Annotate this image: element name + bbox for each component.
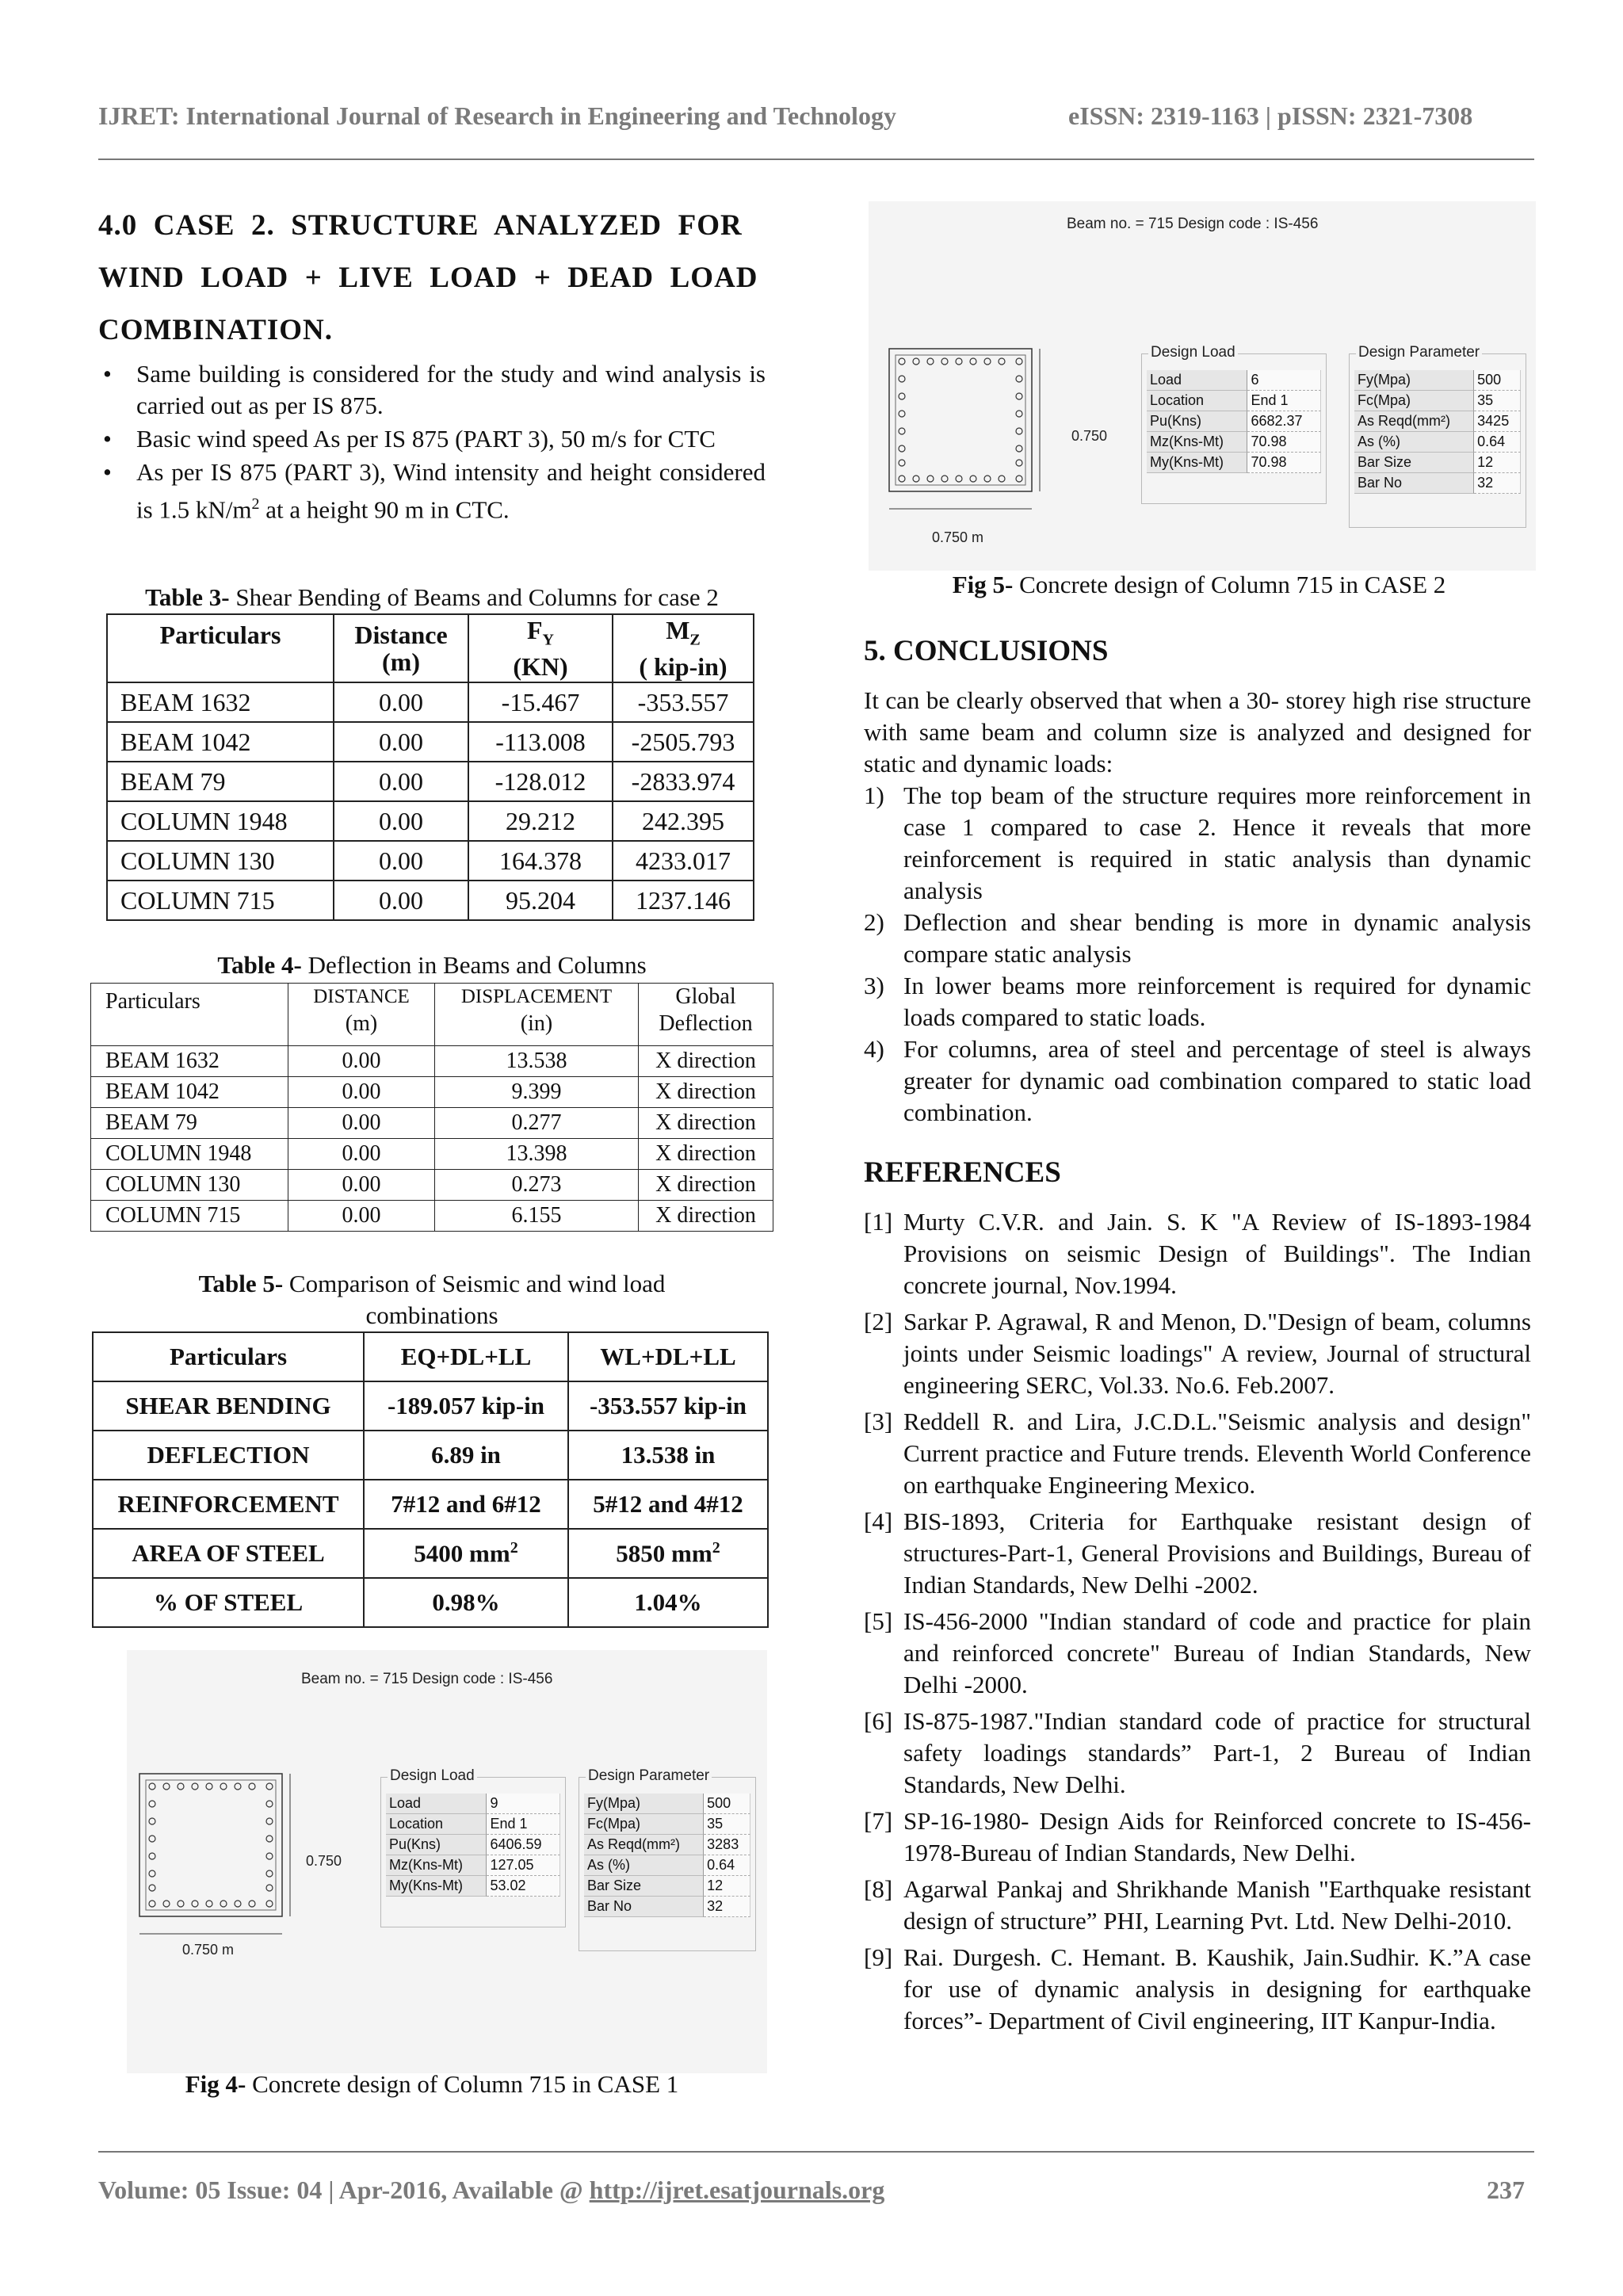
reference-item: [4] BIS-1893, Criteria for Earthquake resistant design of structures-Part-1, General Provisions and Buildings, Bureau of Indian Standards, New Delhi -2002. (864, 1507, 1531, 1599)
fig4-dim-side: 0.750 (306, 1853, 342, 1869)
page-number: 237 (1487, 2176, 1525, 2204)
t4-header-distance: DISTANCE (m) (288, 984, 435, 1046)
section4-heading (98, 200, 766, 357)
list-item: 2) Deflection and shear bending is more in dynamic analysis compare static analysis (864, 908, 1531, 968)
footer-rule (98, 2151, 1534, 2153)
t3-header-particulars: Particulars (107, 614, 334, 682)
fig5-design-param-group: Design Parameter Fy(Mpa) 500 Fc(Mpa) 35 As Reqd(mm²) 3425 As (%) 0.64 Bar Size 12 Bar No 32 (1349, 353, 1526, 528)
footer-volume: Volume: 05 Issue: 04 | Apr-2016, Available @ http://ijret.esatjournals.org (98, 2176, 885, 2204)
fig5-title: Beam no. = 715 Design code : IS-456 (1067, 216, 1319, 232)
table5 (92, 1331, 769, 1628)
table-row: REINFORCEMENT 7#12 and 6#12 5#12 and 4#12 (93, 1480, 768, 1529)
conclusions-heading: 5. CONCLUSIONS (864, 635, 1109, 667)
table-row: AREA OF STEEL 5400 $mm^2$ 5850 $mm^2$ (93, 1529, 768, 1578)
list-item: 3) In lower beams more reinforcement is required for dynamic loads compared to static loads. (864, 972, 1531, 1031)
table-row: BEAM 1042 0.00 -113.008 -2505.793 (107, 722, 754, 762)
t3-header-fy: $F_Y$ (KN) (468, 614, 613, 682)
section4-bullets (98, 358, 766, 527)
table-row: BEAM 1632 0.00 13.538 X direction (91, 1046, 773, 1077)
table-row: BEAM 79 0.00 0.277 X direction (91, 1108, 773, 1139)
reference-item: [1] Murty C.V.R. and Jain. S. K "A Review of IS-1893-1984 Provisions on seismic Design of Buildings". The Indian concrete journal, Nov.1994. (864, 1208, 1531, 1299)
table-row: COLUMN 1948 0.00 29.212 242.395 (107, 801, 754, 841)
fig5-dim-bottom: 0.750 m (932, 529, 984, 545)
reference-item: [5] IS-456-2000 "Indian standard of code and practice for plain and reinforced concrete" Bureau of Indian Standards, New Delhi -2000. (864, 1607, 1531, 1698)
table3 (106, 613, 754, 921)
t5-header-eq: EQ+DL+LL (364, 1332, 568, 1381)
table-row: DEFLECTION 6.89 in 13.538 in (93, 1431, 768, 1480)
bullet-icon: • (103, 360, 112, 388)
journal-title: IJRET: International Journal of Research in Engineering and Technology (98, 101, 896, 130)
reference-item: [9] Rai. Durgesh. C. Hemant. B. Kaushik, Jain.Sudhir. K.”A case for use of dynamic analysis in designing for earthquake forces”- Department of Civil engineering, IIT Kanpur-India. (864, 1943, 1531, 2034)
conclusions-body (864, 685, 1531, 1129)
list-item: 1) The top beam of the structure requires more reinforcement in case 1 compared to case 2. Hence it reveals that more reinforcement is required in static analysis than dynamic analysis (864, 781, 1531, 904)
column-section-icon (884, 344, 1043, 526)
fig4-caption: Fig 4- Concrete design of Column 715 in CASE 1 (185, 2070, 679, 2098)
table3-caption: Table 3- Shear Bending of Beams and Columns for case 2 (145, 583, 719, 611)
t3-header-distance: Distance (m) (334, 614, 468, 682)
references-list (864, 1206, 1531, 2042)
t3-header-mz: $M_Z$ ( kip-in) (613, 614, 754, 682)
bullet-item: • Same building is considered for the study and wind analysis is carried out as per IS 875. (103, 360, 766, 419)
table-row: BEAM 1042 0.00 9.399 X direction (91, 1077, 773, 1108)
fig4-title: Beam no. = 715 Design code : IS-456 (301, 1671, 553, 1687)
fig4-design-load-group: Design Load Load 9 Location End 1 Pu(Kns) 6406.59 Mz(Kns-Mt) 127.05 My(Kns-Mt) 53.02 (380, 1777, 566, 1927)
fig5-dim-side: 0.750 (1071, 428, 1108, 444)
table5-caption: Table 5- Comparison of Seismic and wind load combinations (198, 1270, 666, 1329)
table-row: BEAM 79 0.00 -128.012 -2833.974 (107, 762, 754, 801)
fig5-image (869, 201, 1536, 571)
fig4-dim-bottom: 0.750 m (182, 1942, 235, 1958)
issn-label: eISSN: 2319-1163 | pISSN: 2321-7308 (1068, 101, 1473, 130)
reference-item: [2] Sarkar P. Agrawal, R and Menon, D."Design of beam, columns joints under Seismic loadings" A review, Journal of structural engineering SERC, Vol.33. No.6. Feb.2007. (864, 1308, 1531, 1399)
t5-header-particulars: Particulars (93, 1332, 364, 1381)
table4 (90, 983, 773, 1232)
table-row: COLUMN 130 0.00 164.378 4233.017 (107, 841, 754, 881)
t4-header-displacement: DISPLACEMENT (in) (435, 984, 639, 1046)
table-row: % OF STEEL 0.98% 1.04% (93, 1578, 768, 1627)
t4-header-particulars: Particulars (91, 984, 288, 1046)
table-row: COLUMN 130 0.00 0.273 X direction (91, 1170, 773, 1201)
list-item: 4) For columns, area of steel and percentage of steel is always greater for dynamic oad combination compared to static load combination. (864, 1035, 1531, 1126)
section4-heading-line2: WIND LOAD + LIVE LOAD + DEAD LOAD (98, 262, 758, 294)
table-row: BEAM 1632 0.00 -15.467 -353.557 (107, 682, 754, 722)
bullet-icon: • (103, 425, 112, 453)
section4-heading-line1: 4.0 CASE 2. STRUCTURE ANALYZED FOR (98, 209, 743, 242)
fig5-caption: Fig 5- Concrete design of Column 715 in CASE 2 (952, 571, 1446, 598)
reference-item: [7] SP-16-1980- Design Aids for Reinforced concrete to IS-456-1978-Bureau of Indian Standards, New Delhi. (864, 1807, 1531, 1866)
fig5-design-load-group: Design Load Load 6 Location End 1 Pu(Kns) 6682.37 Mz(Kns-Mt) 70.98 My(Kns-Mt) 70.98 (1141, 353, 1327, 504)
table-row: SHEAR BENDING -189.057 kip-in -353.557 kip-in (93, 1381, 768, 1431)
reference-item: [3] Reddell R. and Lira, J.C.D.L."Seismic analysis and design" Current practice and Future trends. Eleventh World Conference on earthquake Engineering Mexico. (864, 1408, 1531, 1499)
t5-header-wl: WL+DL+LL (568, 1332, 768, 1381)
journal-link[interactable]: http://ijret.esatjournals.org (589, 2176, 885, 2204)
fig4-image (127, 1650, 767, 2073)
table4-caption: Table 4- Deflection in Beams and Columns (217, 951, 647, 979)
column-section-icon (135, 1769, 293, 1951)
fig4-design-param-group: Design Parameter Fy(Mpa) 500 Fc(Mpa) 35 As Reqd(mm²) 3283 As (%) 0.64 Bar Size 12 Bar No 32 (579, 1777, 756, 1951)
reference-item: [6] IS-875-1987."Indian standard code of practice for structural safety loadings standards” Part-1, 2 Bureau of Indian Standards, New Delhi. (864, 1707, 1531, 1798)
bullet-icon: • (103, 458, 112, 486)
t4-header-global: Global Deflection (639, 984, 773, 1046)
header-rule (98, 159, 1534, 160)
section4-heading-line3: COMBINATION. (98, 314, 334, 346)
conclusions-intro: It can be clearly observed that when a 30- storey high rise structure with same beam and column size is analyzed and designed for static and dynamic loads: (864, 686, 1531, 777)
table-row: COLUMN 715 0.00 95.204 1237.146 (107, 881, 754, 920)
bullet-item: • Basic wind speed As per IS 875 (PART 3), 50 m/s for CTC (98, 423, 766, 455)
references-heading: REFERENCES (864, 1156, 1061, 1189)
table-row: COLUMN 1948 0.00 13.398 X direction (91, 1139, 773, 1170)
bullet-item: • As per IS 875 (PART 3), Wind intensity and height considered is 1.5 $kN/m^2$ at a height 90 m in CTC. (103, 458, 766, 524)
table-row: COLUMN 715 0.00 6.155 X direction (91, 1201, 773, 1232)
reference-item: [8] Agarwal Pankaj and Shrikhande Manish "Earthquake resistant design of structure” PHI, Learning Pvt. Ltd. New Delhi-2010. (864, 1875, 1531, 1935)
